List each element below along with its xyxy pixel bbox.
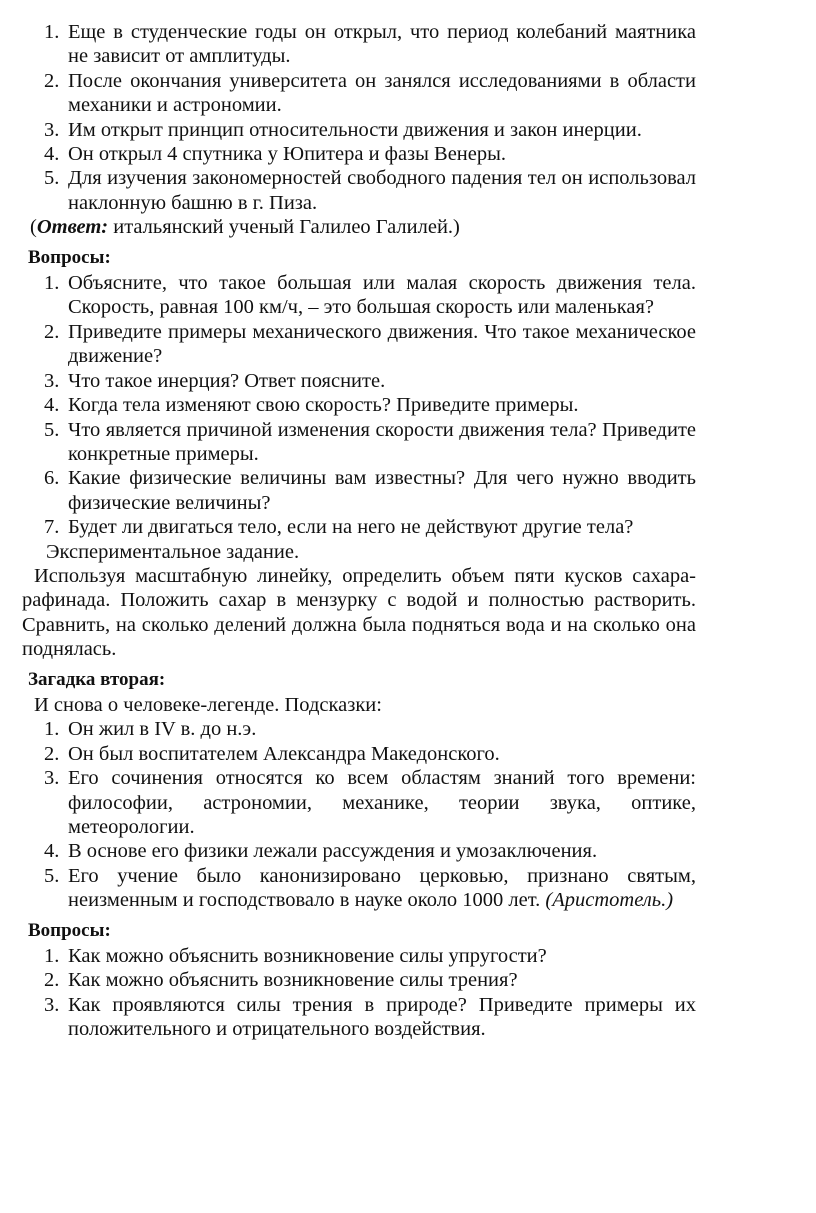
list-item xyxy=(22,20,696,69)
item-number: 3. xyxy=(44,369,60,392)
item-number: 1. xyxy=(44,21,60,43)
item-text: В основе его физики лежали рассуждения и умозаключения. xyxy=(68,840,598,863)
item-text: Когда тела изменяют свою скорость? Приведите примеры. xyxy=(68,394,579,417)
item-number: 2. xyxy=(44,969,60,992)
item-text: Для изучения закономерностей свободного падения тел он использовал наклонную башню в г. Пиза. xyxy=(68,167,696,214)
question-list-1 xyxy=(22,271,696,662)
item-number: 2. xyxy=(44,320,60,343)
answer-label: Ответ: xyxy=(36,216,109,239)
answer-text: итальянский ученый Галилео Галилей.) xyxy=(113,216,460,239)
item-number: 5. xyxy=(44,864,60,887)
section-heading: Вопросы: xyxy=(28,919,111,941)
item-text: Объясните, что такое большая или малая скорость движения тела. Скорость, равная 100 км/ч, – это большая скорость или маленькая? xyxy=(68,272,696,319)
item-number: 3. xyxy=(44,118,60,141)
experiment-text: Используя масштабную линейку, определить объем пяти кусков сахара-рафинада. Положить сахар в мензурку с водой и полностью растворить. Сравнить, на сколько делений должна была подняться вода и на сколько она поднялась. xyxy=(22,564,696,661)
list-item xyxy=(22,968,696,992)
item-text: Еще в студенческие годы он открыл, что период колебаний маятника не зависит от амплитуды. xyxy=(68,21,696,68)
item-text: Как можно объяснить возникновение силы трения? xyxy=(68,969,518,992)
item-number: 5. xyxy=(44,418,60,441)
list-item xyxy=(22,418,696,467)
section-heading: Загадка вторая: xyxy=(28,668,166,690)
list-item xyxy=(22,515,696,539)
item-text: Он жил в IV в. до н.э. xyxy=(68,718,257,741)
answer-line xyxy=(22,215,696,239)
list-item xyxy=(22,944,696,968)
document-page xyxy=(22,20,696,1042)
item-number: 7. xyxy=(44,516,60,539)
list-item xyxy=(22,766,696,839)
item-text: Будет ли двигаться тело, если на него не действуют другие тела? xyxy=(68,516,634,539)
item-number: 4. xyxy=(44,840,60,863)
item-number: 3. xyxy=(44,993,60,1016)
item-text: Что является причиной изменения скорости движения тела? Приведите конкретные примеры. xyxy=(68,418,696,465)
item-number: 3. xyxy=(44,767,60,790)
item-number: 2. xyxy=(44,742,60,765)
item-text: Его учение было канонизировано церковью, признано святым, неизменным и господствовало в науке около 1000 лет. xyxy=(68,864,696,912)
clue-list-2 xyxy=(22,717,696,912)
list-item xyxy=(22,839,696,863)
item-number: 4. xyxy=(44,394,60,417)
clue-list-1 xyxy=(22,20,696,240)
item-text: Он открыл 4 спутника у Юпитера и фазы Венеры. xyxy=(68,143,507,166)
list-item xyxy=(22,864,696,913)
section-heading: Вопросы: xyxy=(28,246,111,268)
list-item xyxy=(22,320,696,369)
item-number: 1. xyxy=(44,718,60,741)
item-number: 6. xyxy=(44,467,60,490)
list-item xyxy=(22,466,696,515)
list-item xyxy=(22,369,696,393)
item-number: 1. xyxy=(44,945,60,968)
list-item xyxy=(22,69,696,118)
experiment-title: Экспериментальное задание. xyxy=(46,540,300,563)
item-text: После окончания университета он занялся исследованиями в области механики и астрономии. xyxy=(68,69,696,117)
riddle-answer: (Аристотель.) xyxy=(545,889,674,912)
list-item xyxy=(22,166,696,215)
list-item xyxy=(22,993,696,1042)
list-item xyxy=(22,142,696,166)
item-text: Им открыт принцип относительности движения и закон инерции. xyxy=(68,118,642,141)
item-text: Что такое инерция? Ответ поясните. xyxy=(68,369,386,392)
item-text: Приведите примеры механического движения. Что такое механическое движение? xyxy=(68,320,696,368)
list-item xyxy=(22,393,696,417)
item-text: Как проявляются силы трения в природе? Приведите примеры их положительного и отрицательного воздействия. xyxy=(68,993,696,1041)
item-number: 2. xyxy=(44,69,60,92)
list-item xyxy=(22,271,696,320)
item-number: 5. xyxy=(44,167,60,190)
answer-open: ( xyxy=(30,216,37,239)
list-item xyxy=(22,742,696,766)
question-list-2 xyxy=(22,944,696,1042)
list-item xyxy=(22,717,696,741)
item-number: 4. xyxy=(44,143,60,166)
item-number: 1. xyxy=(44,272,60,295)
item-text: Он был воспитателем Александра Македонского. xyxy=(68,742,500,765)
item-text: Какие физические величины вам известны? Для чего нужно вводить физические величины? xyxy=(68,467,696,514)
riddle-intro: И снова о человеке-легенде. Подсказки: xyxy=(34,693,382,716)
item-text: Как можно объяснить возникновение силы упругости? xyxy=(68,945,547,968)
list-item xyxy=(22,118,696,142)
item-text: Его сочинения относятся ко всем областям знаний того времени: философии, астрономии, механике, теории звука, оптике, метеорологии. xyxy=(68,767,696,838)
